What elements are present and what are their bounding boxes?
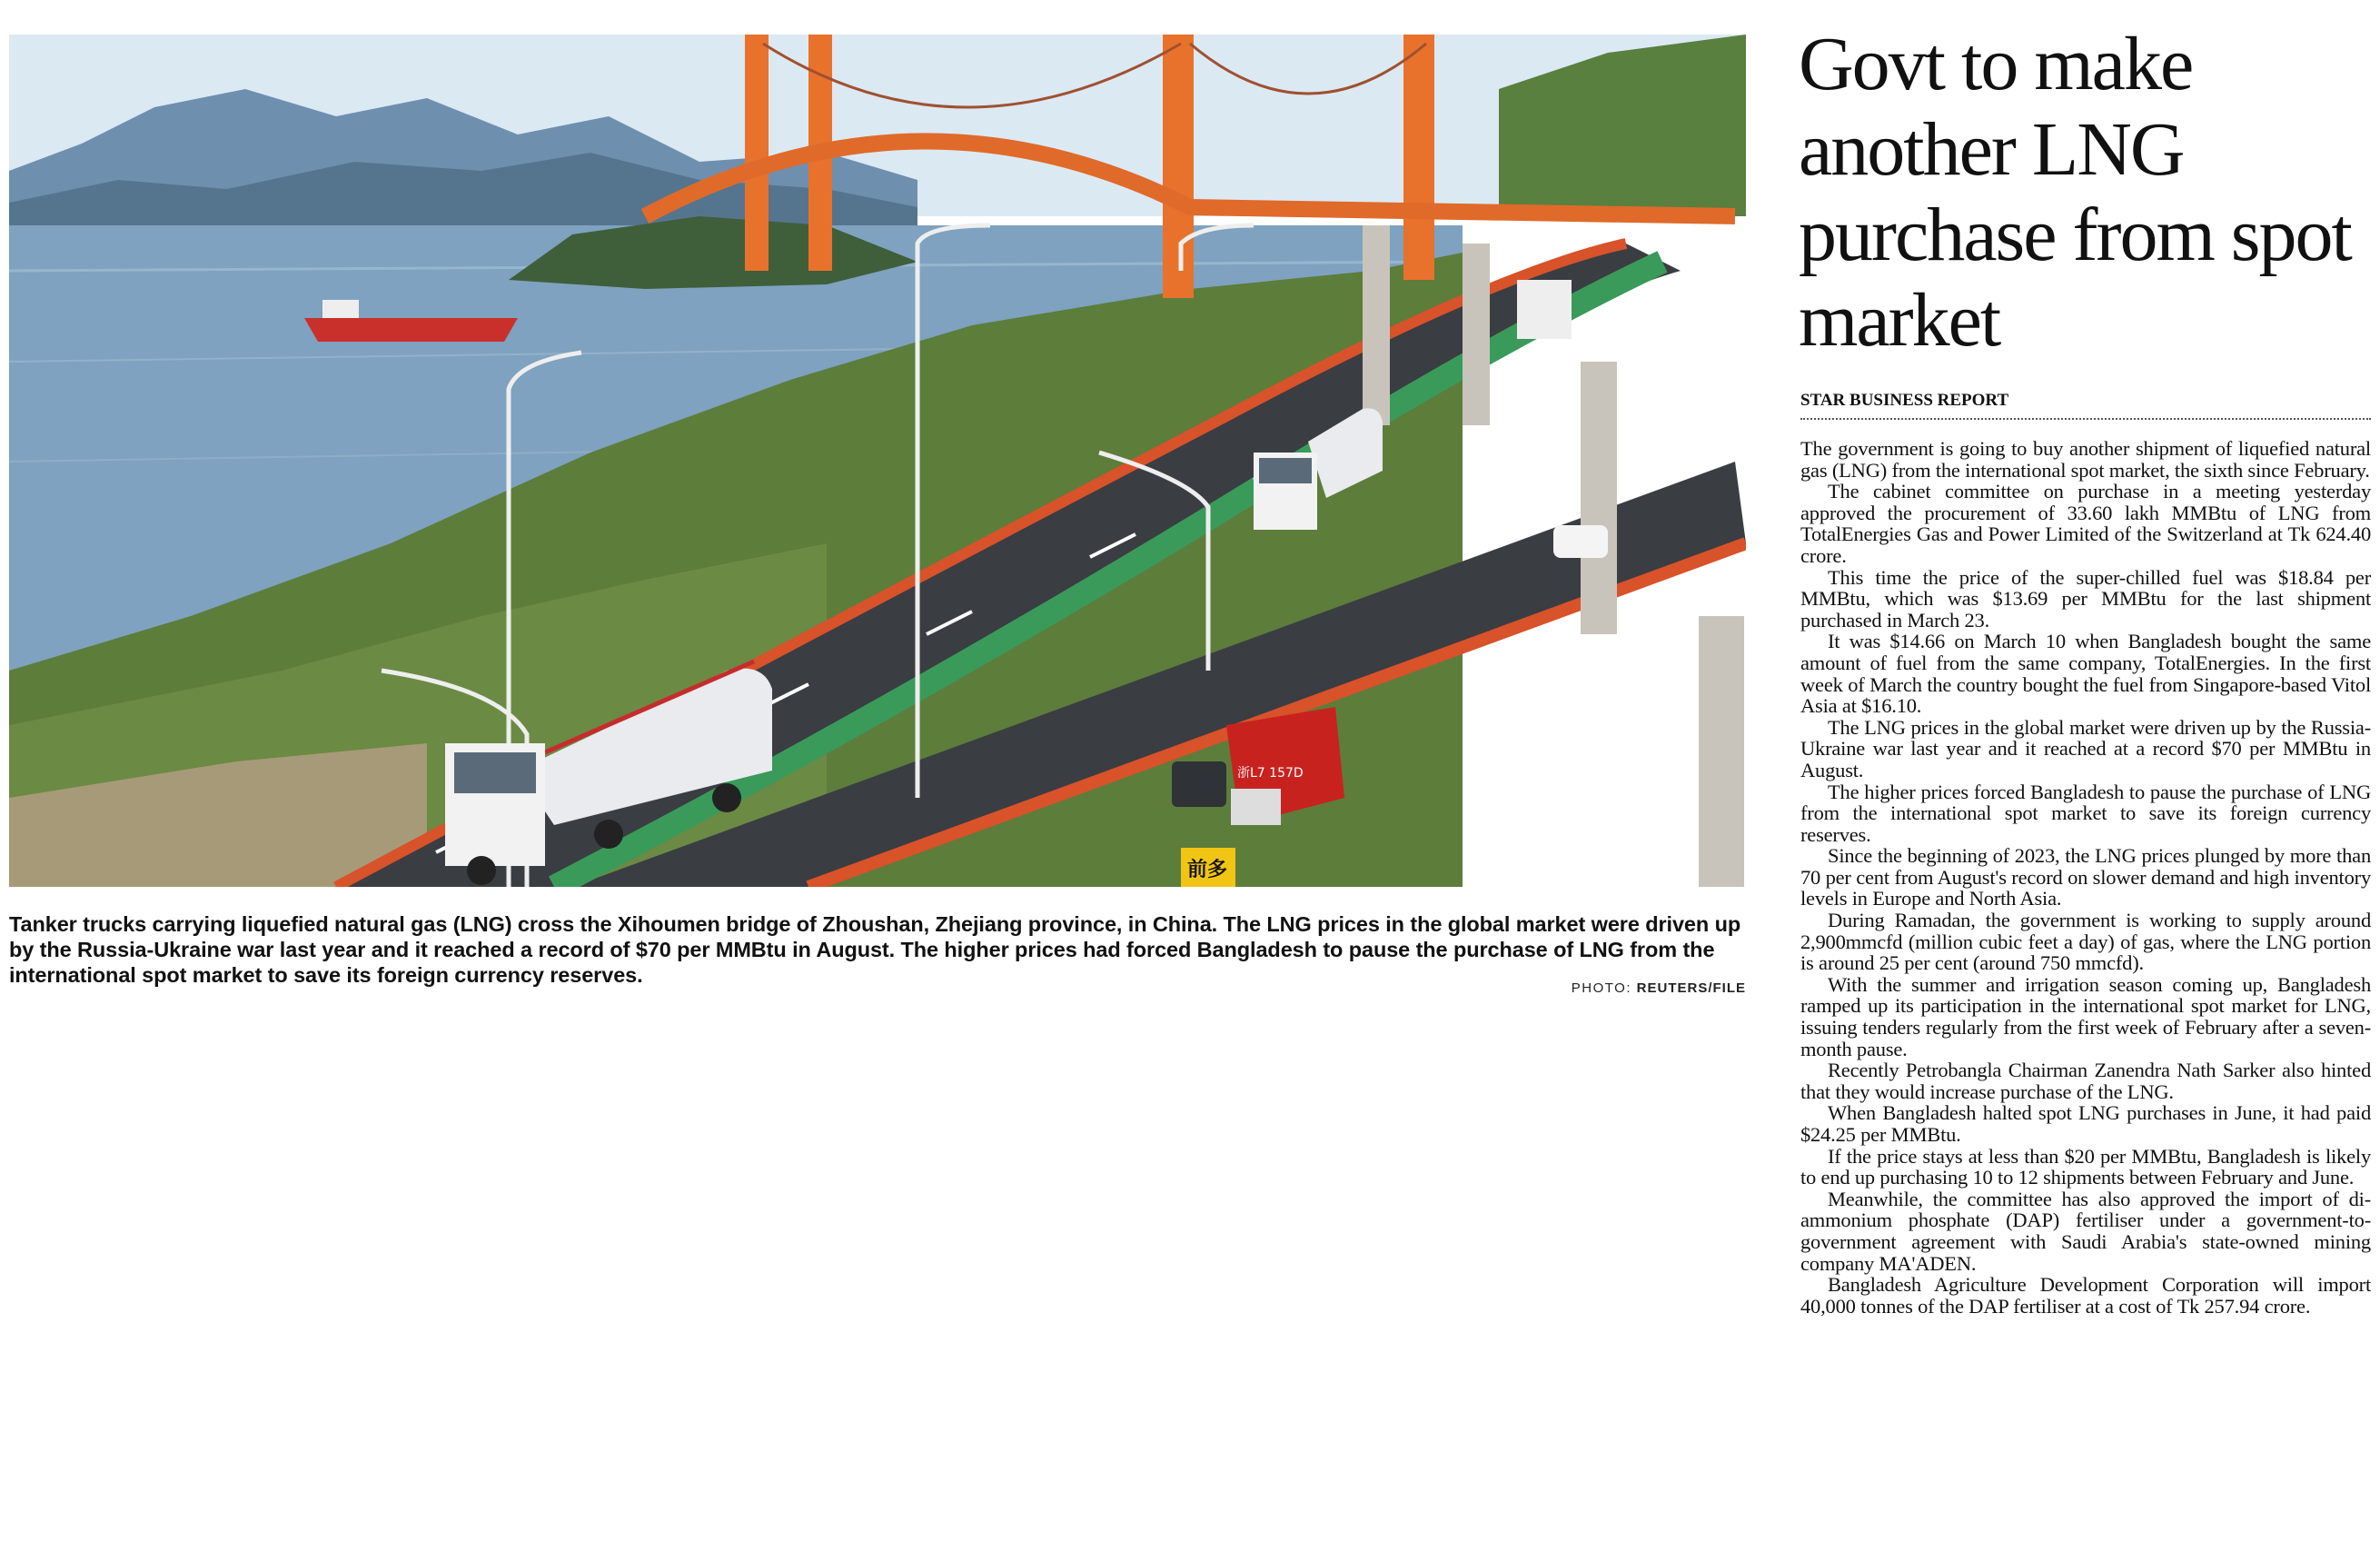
pillar	[1699, 616, 1744, 887]
svg-text:浙L7 157D: 浙L7 157D	[1237, 766, 1304, 781]
story-paragraph: When Bangladesh halted spot LNG purchases in June, it had paid $24.25 per MMBtu.	[1800, 1101, 2371, 1146]
bridge-tower-left-a	[745, 35, 769, 271]
bridge-highway-illustration	[9, 35, 1746, 887]
story-paragraph: The government is going to buy another shipment of liquefied natural gas (LNG) from the international spot market, the sixth since February.	[1800, 437, 2371, 482]
story-paragraph: With the summer and irrigation season coming up, Bangladesh ramped up its participation in the international spot market for LNG, issuing tenders regularly from the first week of February after a seven-month pause.	[1800, 972, 2371, 1060]
story-paragraph: Meanwhile, the committee has also approved the import of di-ammonium phosphate (DAP) fertiliser under a government-to-government agreement with Saudi Arabia's state-owned mining company MA'ADEN.	[1800, 1187, 2371, 1275]
story-body	[1800, 438, 2371, 1317]
photo-credit-label: PHOTO:	[1571, 980, 1631, 996]
svg-text:前多: 前多	[1187, 859, 1228, 881]
story-paragraph: This time the price of the super-chilled fuel was $18.84 per MMBtu, which was $13.69 per MMBtu for the last shipment purchased in March 23.	[1800, 565, 2371, 632]
ship-hull	[304, 318, 518, 342]
pillar	[1463, 244, 1490, 425]
news-photo	[9, 35, 1746, 887]
story-paragraph: It was $14.66 on March 10 when Bangladesh bought the same amount of fuel from the same company, TotalEnergies. In the first week of March the country bought the fuel from Singapore-based Vitol Asia at $16.10.	[1800, 630, 2371, 718]
headline: Govt to make another LNG purchase from spot market	[1799, 22, 2351, 363]
story-paragraph: The LNG prices in the global market were driven up by the Russia-Ukraine war last year and it reached at a record $70 per MMBtu in August.	[1800, 715, 2371, 781]
road-sign	[1181, 848, 1235, 887]
byline: STAR BUSINESS REPORT	[1800, 391, 2371, 420]
photo-credit	[1572, 980, 1746, 996]
photo-credit-source: REUTERS/FILE	[1636, 980, 1746, 996]
story-paragraph: If the price stays at less than $20 per MMBtu, Bangladesh is likely to end up purchasing 10 to 12 shipments between February and June.	[1800, 1144, 2371, 1189]
story-paragraph: Recently Petrobangla Chairman Zanendra Nath Sarker also hinted that they would increase purchase of the LNG.	[1800, 1059, 2371, 1103]
story-paragraph: During Ramadan, the government is working to supply around 2,900mmcfd (million cubic feet a day) of gas, where the LNG portion is around 25 per cent (around 750 mmcfd).	[1800, 909, 2371, 975]
bridge-tower-right-b	[1403, 35, 1434, 280]
story-paragraph: Bangladesh Agriculture Development Corporation will import 40,000 tonnes of the DAP fertiliser at a cost of Tk 257.94 crore.	[1800, 1273, 2371, 1318]
far-truck	[1517, 280, 1572, 339]
story-paragraph: The cabinet committee on purchase in a meeting yesterday approved the procurement of 33.60 lakh MMBtu of LNG from TotalEnergies Gas and Power Limited of the Switzerland at Tk 624.40 crore.	[1800, 480, 2371, 567]
white-car	[1553, 525, 1608, 558]
dark-car	[1172, 761, 1226, 807]
ship-cabin	[322, 300, 359, 318]
story-paragraph: The higher prices forced Bangladesh to pause the purchase of LNG from the international spot market to save its foreign currency reserves.	[1800, 780, 2371, 846]
pillar	[1363, 225, 1390, 425]
pillar	[1581, 362, 1617, 634]
bridge-tower-right-a	[1163, 35, 1194, 298]
photo-caption: Tanker trucks carrying liquefied natural gas (LNG) cross the Xihoumen bridge of Zhoushan, Zhejiang province, in China. The LNG prices in the global market were driven up by the Russia-Ukraine war last year and it reached a record of $70 per MMBtu in August. The higher prices had forced Bangladesh to pause the purchase of LNG from the international spot market to save its foreign currency reserves.	[9, 912, 1741, 987]
story-paragraph: Since the beginning of 2023, the LNG prices plunged by more than 70 per cent from August's record on slower demand and high inventory levels in Europe and North Asia.	[1800, 844, 2371, 910]
